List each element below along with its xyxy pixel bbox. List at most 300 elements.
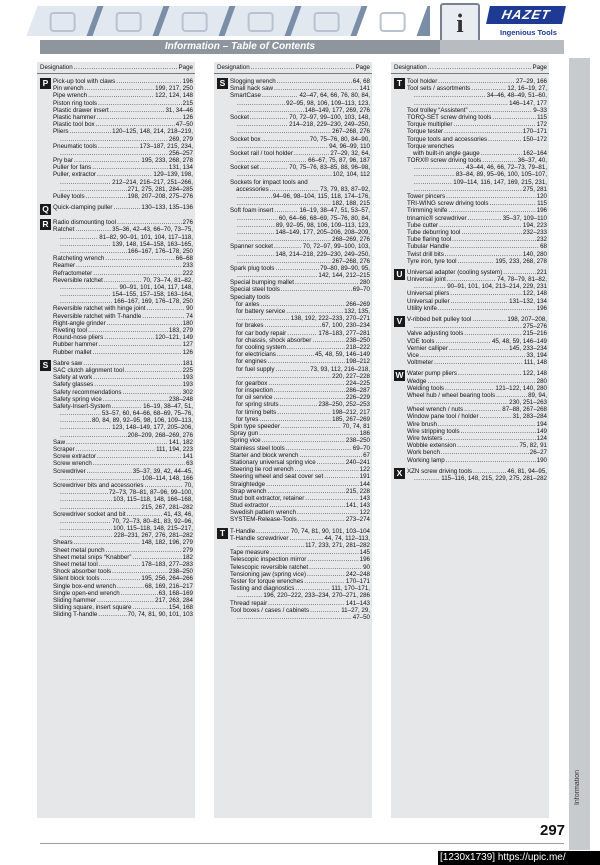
entry-pages: 27–29, 166 <box>516 78 547 85</box>
index-entry[interactable] <box>230 437 370 444</box>
index-entry[interactable] <box>53 186 193 193</box>
index-entry[interactable] <box>407 370 547 377</box>
index-entry[interactable] <box>53 489 193 496</box>
index-entry[interactable] <box>53 410 193 417</box>
index-entry[interactable] <box>230 143 370 150</box>
index-entry[interactable] <box>230 251 370 258</box>
index-entry[interactable] <box>407 323 547 330</box>
index-entry[interactable] <box>230 236 370 243</box>
index-entry[interactable] <box>230 171 370 178</box>
entry-pages: 238–250 <box>345 336 370 344</box>
index-entry[interactable] <box>53 128 193 135</box>
index-entry[interactable] <box>230 107 370 114</box>
index-entry[interactable] <box>230 366 370 373</box>
entry-pages: 224–225 <box>345 379 370 387</box>
index-entry[interactable] <box>230 215 370 222</box>
index-entry[interactable] <box>407 164 547 171</box>
index-entry[interactable] <box>230 549 370 556</box>
index-entry[interactable] <box>53 482 193 489</box>
index-entry[interactable] <box>230 279 370 286</box>
index-entry[interactable] <box>230 294 370 301</box>
category-tab[interactable] <box>291 6 362 36</box>
index-entry[interactable] <box>407 136 547 143</box>
index-entry[interactable] <box>230 585 370 592</box>
info-icon[interactable]: i <box>440 3 480 45</box>
index-entry[interactable] <box>230 265 370 272</box>
index-entry[interactable] <box>53 374 193 381</box>
leader-dots <box>88 92 154 99</box>
index-entry[interactable] <box>53 150 193 157</box>
entry-pages: 43–44, 46, 66, 72–73, 79–81, <box>466 164 547 172</box>
index-entry[interactable] <box>53 561 193 568</box>
index-entry[interactable] <box>230 528 370 535</box>
index-entry[interactable] <box>407 179 547 186</box>
entry-pages: 144 <box>359 480 370 488</box>
index-entry[interactable] <box>407 193 547 200</box>
leader-dots <box>106 547 182 554</box>
index-entry[interactable] <box>407 378 547 385</box>
entry-designation: Soft foam insert <box>230 207 274 215</box>
index-entry[interactable] <box>53 360 193 367</box>
index-entry[interactable] <box>53 396 193 403</box>
index-entry[interactable] <box>230 592 370 599</box>
index-entry[interactable] <box>407 428 547 435</box>
index-entry[interactable] <box>230 394 370 401</box>
index-entry[interactable] <box>230 373 370 380</box>
column-header-designation: Designation <box>394 64 427 71</box>
index-entry[interactable] <box>53 284 193 291</box>
index-entry[interactable] <box>53 475 193 482</box>
index-entry[interactable] <box>407 157 547 164</box>
index-entry[interactable] <box>407 150 547 157</box>
index-entry[interactable] <box>230 200 370 207</box>
index-entry[interactable] <box>53 248 193 255</box>
leader-dots <box>262 136 309 143</box>
index-entry[interactable] <box>230 164 370 171</box>
index-entry[interactable] <box>230 222 370 229</box>
entry-pages: 120–121, 149 <box>155 334 193 342</box>
column-header-page: Page <box>178 64 193 71</box>
index-entry[interactable] <box>53 583 193 590</box>
index-entry[interactable] <box>407 468 547 475</box>
index-entry[interactable] <box>407 298 547 305</box>
index-entry[interactable] <box>230 136 370 143</box>
index-entry[interactable] <box>230 92 370 99</box>
index-entry[interactable] <box>407 258 547 265</box>
index-entry[interactable] <box>230 423 370 430</box>
leader-dots <box>471 85 506 92</box>
entry-pages: 81–82, 90–91, 101, 104, 117–118, <box>99 233 193 241</box>
index-entry[interactable] <box>53 270 193 277</box>
leader-dots <box>237 592 262 599</box>
index-entry[interactable] <box>230 85 370 92</box>
entry-pages: 194 <box>536 420 547 428</box>
index-entry[interactable] <box>53 367 193 374</box>
index-entry[interactable] <box>53 611 193 618</box>
index-entry[interactable] <box>230 380 370 387</box>
entry-pages: 111, 148 <box>523 359 547 367</box>
entry-pages: 73, 79, 83, 87–92, <box>320 185 370 193</box>
index-entry[interactable] <box>53 547 193 554</box>
index-entry[interactable] <box>230 344 370 351</box>
leader-dots <box>251 62 355 73</box>
leader-dots <box>104 334 154 341</box>
entry-pages: 126 <box>182 348 193 356</box>
index-entry[interactable] <box>230 114 370 121</box>
entry-designation: Pliers <box>53 128 69 136</box>
index-entry[interactable] <box>230 207 370 214</box>
index-entry[interactable] <box>53 532 193 539</box>
index-entry[interactable] <box>230 301 370 308</box>
index-entry[interactable] <box>230 409 370 416</box>
index-entry[interactable] <box>230 308 370 315</box>
index-entry[interactable] <box>53 291 193 298</box>
index-entry[interactable] <box>230 243 370 250</box>
leader-dots <box>132 554 181 561</box>
leader-dots <box>464 330 522 337</box>
index-entry[interactable] <box>407 305 547 312</box>
entry-pages: 83–84, 89, 95–96, 100, 105–107, <box>455 171 547 179</box>
index-entry[interactable] <box>230 488 370 495</box>
index-entry[interactable] <box>53 511 193 518</box>
leader-dots <box>60 136 168 143</box>
index-entry[interactable] <box>53 313 193 320</box>
index-entry[interactable] <box>230 607 370 614</box>
index-entry[interactable] <box>230 229 370 236</box>
leader-dots <box>414 399 508 406</box>
index-entry[interactable] <box>407 276 547 283</box>
entry-designation: Sliding T-handle <box>53 611 98 619</box>
leader-dots <box>277 78 352 85</box>
leader-dots <box>317 459 345 466</box>
index-entry[interactable] <box>407 421 547 428</box>
index-entry[interactable] <box>230 258 370 265</box>
index-entry[interactable] <box>53 446 193 453</box>
index-entry[interactable] <box>407 251 547 258</box>
leader-dots <box>260 301 345 308</box>
index-entry[interactable] <box>407 92 547 99</box>
index-entry[interactable] <box>53 193 193 200</box>
index-entry[interactable] <box>407 413 547 420</box>
index-entry[interactable] <box>407 128 547 135</box>
index-entry[interactable] <box>53 496 193 503</box>
entry-pages: 102, 104, 112 <box>332 171 370 179</box>
entry-pages: 64, 68 <box>352 78 370 85</box>
index-entry[interactable] <box>230 322 370 329</box>
index-entry[interactable] <box>230 358 370 365</box>
index-entry[interactable] <box>407 215 547 222</box>
index-entry[interactable] <box>53 234 193 241</box>
index-entry[interactable] <box>407 269 547 276</box>
index-entry[interactable] <box>53 164 193 171</box>
entry-designation: Starter and block wrench <box>230 451 299 459</box>
entry-pages: 196 <box>536 304 547 312</box>
entry-pages: 122, 148 <box>522 370 547 378</box>
index-entry[interactable] <box>407 283 547 290</box>
entry-pages: 182, 188, 215 <box>332 200 370 208</box>
entry-pages: 148–149, 177, 205–206, 208–209, <box>275 228 370 236</box>
index-entry[interactable] <box>53 114 193 121</box>
entry-pages: 122 <box>359 466 370 474</box>
entry-pages: 70, 75–76, 80, 84–90, <box>309 135 370 143</box>
index-entry[interactable] <box>407 330 547 337</box>
index-entry[interactable] <box>230 430 370 437</box>
index-entry[interactable] <box>53 568 193 575</box>
index-entry[interactable] <box>53 327 193 334</box>
leader-dots <box>298 516 345 523</box>
index-entry[interactable] <box>230 516 370 523</box>
index-entry[interactable] <box>407 121 547 128</box>
index-entry[interactable] <box>407 385 547 392</box>
entry-designation: Swedish pattern wrench <box>230 509 297 517</box>
leader-dots <box>450 290 522 297</box>
index-entry[interactable] <box>53 439 193 446</box>
index-entry[interactable] <box>53 143 193 150</box>
index-entry[interactable] <box>407 229 547 236</box>
index-entry[interactable] <box>53 554 193 561</box>
category-tab[interactable] <box>159 6 230 36</box>
index-entry[interactable] <box>53 518 193 525</box>
column-header-designation: Designation <box>40 64 73 71</box>
index-entry[interactable] <box>407 392 547 399</box>
index-entry[interactable] <box>53 417 193 424</box>
entry-designation: Utility knife <box>407 304 437 312</box>
index-entry[interactable] <box>53 403 193 410</box>
index-entry[interactable] <box>230 186 370 193</box>
index-entry[interactable] <box>407 338 547 345</box>
index-entry[interactable] <box>53 504 193 511</box>
index-entry[interactable] <box>53 298 193 305</box>
index-entry[interactable] <box>53 468 193 475</box>
index-entry[interactable] <box>230 571 370 578</box>
entry-pages: 183, 279 <box>168 327 193 334</box>
index-entry[interactable] <box>230 128 370 135</box>
index-entry[interactable] <box>53 575 193 582</box>
category-tab[interactable] <box>225 6 296 36</box>
index-entry[interactable] <box>53 277 193 284</box>
index-entry[interactable] <box>53 219 193 226</box>
leader-dots <box>237 251 274 258</box>
index-entry[interactable] <box>230 564 370 571</box>
index-entry[interactable] <box>53 460 193 467</box>
index-entry[interactable] <box>53 349 193 356</box>
index-entry[interactable] <box>53 453 193 460</box>
index-entry[interactable] <box>53 100 193 107</box>
index-entry[interactable] <box>230 286 370 293</box>
category-tab[interactable] <box>357 6 428 36</box>
leader-dots <box>274 387 345 394</box>
index-entry[interactable] <box>53 597 193 604</box>
letter-section <box>37 78 195 200</box>
index-entry[interactable] <box>53 334 193 341</box>
index-entry[interactable] <box>53 604 193 611</box>
entry-pages: 66–67, 75, 87, 96, 187 <box>308 157 370 165</box>
index-entry[interactable] <box>407 143 547 150</box>
entry-pages: 70, 73–74, 81–82, <box>143 276 193 284</box>
index-entry[interactable] <box>53 262 193 269</box>
index-entry[interactable] <box>230 614 370 621</box>
index-entry[interactable] <box>53 92 193 99</box>
index-entry[interactable] <box>230 502 370 509</box>
index-entry[interactable] <box>407 457 547 464</box>
index-entry[interactable] <box>53 107 193 114</box>
index-entry[interactable] <box>53 305 193 312</box>
letter-section <box>37 204 195 215</box>
leader-dots <box>307 571 345 578</box>
index-entry[interactable] <box>230 535 370 542</box>
index-entry[interactable] <box>407 171 547 178</box>
index-entry[interactable] <box>53 121 193 128</box>
index-entry[interactable] <box>407 475 547 482</box>
index-entry[interactable] <box>407 352 547 359</box>
index-entry[interactable] <box>230 481 370 488</box>
leader-dots <box>237 143 328 150</box>
index-entry[interactable] <box>230 495 370 502</box>
entry-pages: 232–233 <box>522 228 547 236</box>
index-entry[interactable] <box>407 316 547 323</box>
index-entry[interactable] <box>407 359 547 366</box>
entry-pages: 166–167, 169, 176–178, 250 <box>113 298 193 306</box>
leader-dots <box>267 488 344 495</box>
index-entry[interactable] <box>230 315 370 322</box>
index-entry[interactable] <box>230 542 370 549</box>
index-entry[interactable] <box>53 255 193 262</box>
index-entry[interactable] <box>407 222 547 229</box>
leader-dots <box>237 171 332 178</box>
index-entry[interactable] <box>230 179 370 186</box>
entry-pages: 75, 82, 91 <box>519 442 547 450</box>
index-entry[interactable] <box>53 341 193 348</box>
index-entry[interactable] <box>53 171 193 178</box>
index-entry[interactable] <box>230 466 370 473</box>
entry-designation: Screw wrench <box>53 460 92 468</box>
index-entry[interactable] <box>230 272 370 279</box>
index-entry[interactable] <box>407 442 547 449</box>
leader-dots <box>60 241 111 248</box>
index-entry[interactable] <box>53 241 193 248</box>
index-entry[interactable] <box>230 509 370 516</box>
index-entry[interactable] <box>407 114 547 121</box>
index-entry[interactable] <box>230 150 370 157</box>
index-entry[interactable] <box>53 381 193 388</box>
index-entry[interactable] <box>53 136 193 143</box>
index-entry[interactable] <box>230 600 370 607</box>
index-entry[interactable] <box>407 406 547 413</box>
index-entry[interactable] <box>53 525 193 532</box>
leader-dots <box>94 381 181 388</box>
entry-pages: 226–229 <box>345 394 370 402</box>
entry-designation: Stationary universal spring vice <box>230 458 316 466</box>
index-entry[interactable] <box>230 401 370 408</box>
leader-dots <box>294 150 329 157</box>
index-entry[interactable] <box>407 100 547 107</box>
index-entry[interactable] <box>230 193 370 200</box>
index-entry[interactable] <box>407 290 547 297</box>
index-entry[interactable] <box>53 85 193 92</box>
category-tab[interactable] <box>93 6 164 36</box>
leader-dots <box>60 489 108 496</box>
index-entry[interactable] <box>53 320 193 327</box>
entry-pages: 185, 267–269 <box>332 415 370 423</box>
side-tab <box>569 58 590 850</box>
index-entry[interactable] <box>53 539 193 546</box>
index-entry[interactable] <box>53 389 193 396</box>
index-entry[interactable] <box>407 399 547 406</box>
index-entry[interactable] <box>230 121 370 128</box>
leader-dots <box>237 315 290 322</box>
leader-dots <box>237 215 278 222</box>
index-entry[interactable] <box>230 459 370 466</box>
entry-designation: for spring struts <box>236 401 279 409</box>
entry-list <box>407 78 549 265</box>
index-entry[interactable] <box>230 445 370 452</box>
index-entry[interactable] <box>407 78 547 85</box>
index-entry[interactable] <box>407 243 547 250</box>
index-entry[interactable] <box>230 416 370 423</box>
index-entry[interactable] <box>407 85 547 92</box>
index-entry[interactable] <box>230 578 370 585</box>
index-entry[interactable] <box>53 424 193 431</box>
leader-dots <box>492 114 536 121</box>
index-entry[interactable] <box>53 157 193 164</box>
leader-dots <box>260 164 288 171</box>
index-entry[interactable] <box>230 351 370 358</box>
index-entry[interactable] <box>407 207 547 214</box>
entry-designation: Safety spring vice <box>53 395 102 403</box>
entry-designation: Valve adjusting tools <box>407 330 464 338</box>
index-entry[interactable] <box>230 100 370 107</box>
leader-dots <box>446 193 536 200</box>
entry-designation: Saw <box>53 438 66 446</box>
entry-designation: Screwdriver socket and bit <box>53 510 126 518</box>
index-entry[interactable] <box>53 590 193 597</box>
index-entry[interactable] <box>230 78 370 85</box>
index-entry[interactable] <box>230 330 370 337</box>
index-entry[interactable] <box>230 556 370 563</box>
leader-dots <box>112 568 168 575</box>
index-entry[interactable] <box>230 157 370 164</box>
index-entry[interactable] <box>53 78 193 85</box>
index-entry[interactable] <box>230 452 370 459</box>
leader-dots <box>449 345 508 352</box>
index-entry[interactable] <box>407 107 547 114</box>
index-entry[interactable] <box>407 435 547 442</box>
index-entry[interactable] <box>53 204 193 211</box>
index-entry[interactable] <box>53 179 193 186</box>
entry-designation: Puller, extractor <box>53 171 96 179</box>
index-entry[interactable] <box>53 432 193 439</box>
leader-dots <box>464 406 501 413</box>
index-entry[interactable] <box>230 387 370 394</box>
category-tab[interactable] <box>27 6 98 36</box>
leader-dots <box>74 539 141 546</box>
leader-dots <box>237 236 331 243</box>
index-entry[interactable] <box>53 226 193 233</box>
index-entry[interactable] <box>407 345 547 352</box>
leader-dots <box>441 449 529 456</box>
index-entry[interactable] <box>407 186 547 193</box>
index-entry[interactable] <box>407 449 547 456</box>
entry-pages: 100, 115–118, 148, 215–217, <box>113 525 193 533</box>
entry-designation: T-Handle <box>230 527 256 535</box>
index-entry[interactable] <box>230 473 370 480</box>
index-entry[interactable] <box>230 337 370 344</box>
section-letter: V <box>394 316 405 327</box>
entry-pages: 186 <box>359 430 370 438</box>
index-entry[interactable] <box>407 200 547 207</box>
entry-designation: Tool boxes / cases / cabinets <box>230 606 310 614</box>
index-entry[interactable] <box>407 236 547 243</box>
